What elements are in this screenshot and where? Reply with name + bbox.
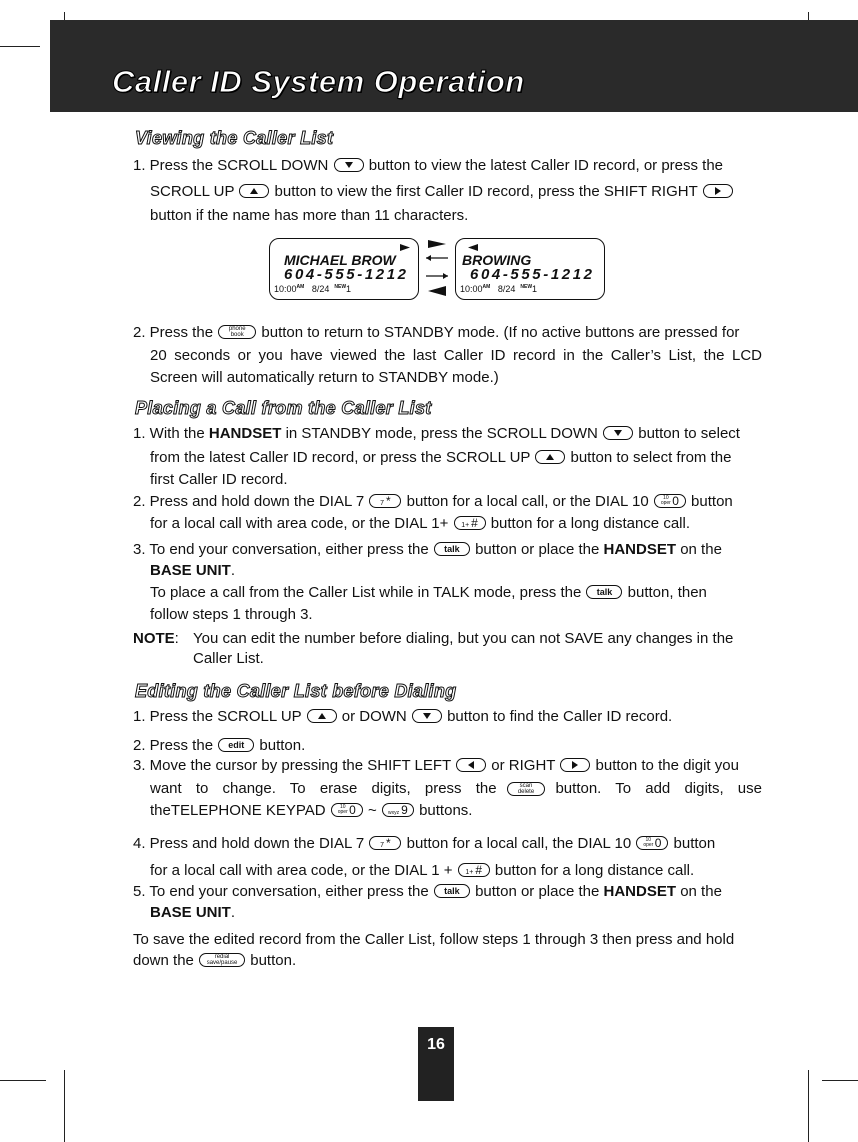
viewing-step-2-line-2: 20 seconds or you have viewed the last Caller ID record in the Caller’s List, the LCD [150, 347, 762, 364]
note-label [133, 628, 179, 651]
placing-step-1-line-3: first Caller ID record. [150, 471, 288, 488]
note-line-1: You can edit the number before dialing, but you can not SAVE any changes in the [193, 630, 734, 647]
editing-step-3-line-2 [150, 778, 762, 801]
talk-key-icon: talk [434, 884, 470, 898]
viewing-step-1-line-3: button if the name has more than 11 characters. [150, 207, 469, 224]
redial-key-icon [199, 953, 245, 967]
key-label: wxyz [388, 810, 400, 817]
dial-1-key-icon [458, 863, 490, 877]
right-arrow-indicator-icon [400, 244, 410, 251]
key-label: redial [214, 954, 230, 961]
text: or RIGHT [491, 757, 556, 774]
lcd-screen-right [455, 238, 605, 300]
text: ~ [367, 802, 377, 819]
text: button for a long distance call. [490, 515, 690, 532]
text: 2. Press and hold down the DIAL 7 [133, 493, 365, 510]
lcd-caller-name: BROWING [462, 252, 532, 268]
page-number: 16 [418, 1027, 454, 1101]
phone-book-key-icon [218, 325, 256, 339]
navigation-arrows-icon [420, 236, 454, 298]
key-label: 7 [380, 842, 385, 850]
key-label: 10 [663, 495, 669, 502]
key-label: 0 [654, 836, 662, 851]
crop-mark [822, 1080, 858, 1081]
text: button, then [627, 584, 707, 601]
text: button or place the [475, 883, 600, 900]
text: button [673, 835, 716, 852]
text: . [230, 562, 236, 579]
text: button [691, 493, 733, 510]
key-label: * [386, 836, 391, 851]
dial-10-key-icon [636, 836, 668, 850]
footer-line-1: To save the edited record from the Caller List, follow steps 1 through 3 then press and hold [133, 931, 735, 948]
key-label: delete [517, 788, 535, 795]
text: from the latest Caller ID record, or press the SCROLL UP [150, 449, 531, 466]
dial-10-key-icon [654, 494, 686, 508]
key-label: 10 [645, 837, 652, 844]
text: on the [680, 541, 722, 558]
text: on the [680, 883, 722, 900]
text: 3. To end your conversation, either press the [133, 541, 429, 558]
text: : [174, 630, 179, 647]
text: NOTE [133, 630, 175, 647]
text: buttons. [419, 802, 473, 819]
text: 2. Press the [133, 737, 214, 754]
text: button to view the first Caller ID record, press the SHIFT RIGHT [274, 183, 698, 200]
placing-step-3-line-2 [150, 560, 235, 583]
key-label: oper [337, 809, 348, 816]
viewing-step-2-line-1 [133, 322, 762, 345]
text: for a local call with area code, or the DIAL 1+ [150, 515, 449, 532]
text: button to select [638, 425, 740, 442]
left-arrow-indicator-icon [468, 244, 478, 251]
crop-mark [0, 1080, 46, 1081]
text: button to view the latest Caller ID record, or press the [368, 157, 724, 174]
text: for a local call with area code, or the DIAL 1 + [150, 862, 453, 879]
viewing-step-1-line-1 [133, 155, 762, 178]
lcd-screen-left [269, 238, 419, 300]
placing-step-1-line-1 [133, 423, 762, 446]
lcd-caller-number: 604-555-1212 [470, 266, 595, 283]
key-label: 0 [672, 494, 679, 509]
key-label: # [475, 863, 483, 878]
lcd-caller-number: 604-555-1212 [284, 266, 409, 283]
key-label: 10 [339, 804, 346, 811]
shift-right-key-icon [703, 184, 733, 198]
key-label: 1+ [461, 522, 470, 530]
placing-step-3-line-1 [133, 539, 762, 562]
lcd-new: NEW [520, 284, 533, 290]
editing-step-3-line-1 [133, 755, 762, 778]
placing-step-3-line-4: follow steps 1 through 3. [150, 606, 313, 623]
talk-key-icon: talk [434, 542, 470, 556]
key-label: oper [643, 842, 654, 849]
text: button or place the [475, 541, 600, 558]
scan-delete-key-icon [507, 782, 545, 796]
text: want to change. To erase digits, press the [150, 780, 497, 797]
text: To place a call from the Caller List while in TALK mode, press the [150, 584, 582, 601]
lcd-count: 1 [346, 284, 352, 294]
text: button. [259, 737, 306, 754]
text: button. [250, 952, 297, 969]
key-label: book [230, 331, 244, 338]
scroll-up-key-icon [307, 709, 337, 723]
footer-line-2 [133, 950, 296, 973]
text: 5. To end your conversation, either press the [133, 883, 429, 900]
text: BASE UNIT [150, 562, 231, 579]
shift-left-key-icon [456, 758, 486, 772]
text: button. To add digits, use [555, 780, 762, 797]
placing-step-3-line-3 [150, 582, 762, 605]
key-label: 9 [401, 803, 408, 818]
talk-key-icon: talk [586, 585, 622, 599]
viewing-step-2-line-3: Screen will automatically return to STANDBY mode.) [150, 369, 499, 386]
key-label: 1+ [465, 869, 474, 877]
key-label: oper [660, 500, 671, 507]
lcd-caller-meta [274, 284, 351, 294]
editing-step-4-line-2 [150, 860, 694, 883]
section-title-placing: Placing a Call from the Caller List [135, 398, 432, 418]
text: BASE UNIT [150, 904, 231, 921]
text: button to select from the [570, 449, 732, 466]
text: HANDSET [208, 425, 282, 442]
text: 3. Move the cursor by pressing the SHIFT LEFT [133, 757, 451, 774]
text: button to return to STANDBY mode. (If no active buttons are pressed for [261, 324, 740, 341]
lcd-ampm: AM [296, 284, 305, 290]
text: HANDSET [603, 883, 677, 900]
edit-key-icon: edit [218, 738, 254, 752]
dial-0-key-icon [331, 803, 363, 817]
text: button for a local call, the DIAL 10 [406, 835, 632, 852]
text: 1. Press the SCROLL UP [133, 708, 302, 725]
text: . [230, 904, 236, 921]
lcd-caller-name: MICHAEL BROW [284, 252, 396, 268]
dial-1-key-icon [454, 516, 486, 530]
lcd-new: NEW [334, 284, 347, 290]
crop-mark [0, 46, 40, 47]
editing-step-5-line-1 [133, 881, 762, 904]
note-line-2: Caller List. [193, 650, 264, 667]
placing-step-2-line-2 [150, 513, 690, 536]
scroll-down-key-icon [334, 158, 364, 172]
text: or DOWN [341, 708, 407, 725]
key-label: # [471, 516, 478, 531]
key-label: save/pause [206, 959, 238, 966]
viewing-step-1-line-2 [150, 181, 734, 204]
lcd-date: 8/24 [311, 284, 330, 294]
key-label: phone [228, 326, 246, 333]
scroll-down-key-icon [412, 709, 442, 723]
text: button to the digit you [595, 757, 739, 774]
scroll-down-key-icon [603, 426, 633, 440]
crop-mark [808, 1070, 809, 1142]
key-label: 7 [380, 500, 385, 508]
scroll-up-key-icon [239, 184, 269, 198]
crop-mark [64, 1070, 65, 1142]
editing-step-5-line-2 [150, 902, 235, 925]
lcd-ampm: AM [482, 284, 491, 290]
text: button for a long distance call. [494, 862, 695, 879]
section-title-editing: Editing the Caller List before Dialing [135, 681, 457, 701]
key-label: * [386, 494, 391, 509]
text: 1. With the [133, 425, 205, 442]
key-label: scan [519, 783, 533, 790]
lcd-count: 1 [532, 284, 538, 294]
lcd-time: 10:00 [460, 284, 483, 294]
placing-step-2-line-1 [133, 491, 733, 514]
text: in STANDBY mode, press the SCROLL DOWN [285, 425, 598, 442]
editing-step-4-line-1 [133, 833, 715, 856]
lcd-caller-meta [460, 284, 537, 294]
text: 4. Press and hold down the DIAL 7 [133, 835, 365, 852]
dial-7-key-icon [369, 494, 401, 508]
text: theTELEPHONE KEYPAD [150, 802, 326, 819]
text: SCROLL UP [150, 183, 235, 200]
lcd-date: 8/24 [497, 284, 516, 294]
placing-step-1-line-2 [150, 447, 731, 470]
section-title-viewing: Viewing the Caller List [135, 128, 334, 148]
lcd-time: 10:00 [274, 284, 297, 294]
key-label: 0 [349, 803, 356, 818]
dial-9-key-icon [382, 803, 414, 817]
shift-right-key-icon [560, 758, 590, 772]
text: button for a local call, or the DIAL 10 [406, 493, 649, 510]
text: 1. Press the SCROLL DOWN [133, 157, 329, 174]
text: HANDSET [603, 541, 677, 558]
dial-7-key-icon [369, 836, 401, 850]
page-title: Caller ID System Operation [112, 64, 525, 99]
text: down the [133, 952, 194, 969]
editing-step-1 [133, 706, 672, 729]
editing-step-3-line-3 [150, 800, 472, 823]
scroll-up-key-icon [535, 450, 565, 464]
text: 2. Press the [133, 324, 214, 341]
text: button to find the Caller ID record. [447, 708, 673, 725]
